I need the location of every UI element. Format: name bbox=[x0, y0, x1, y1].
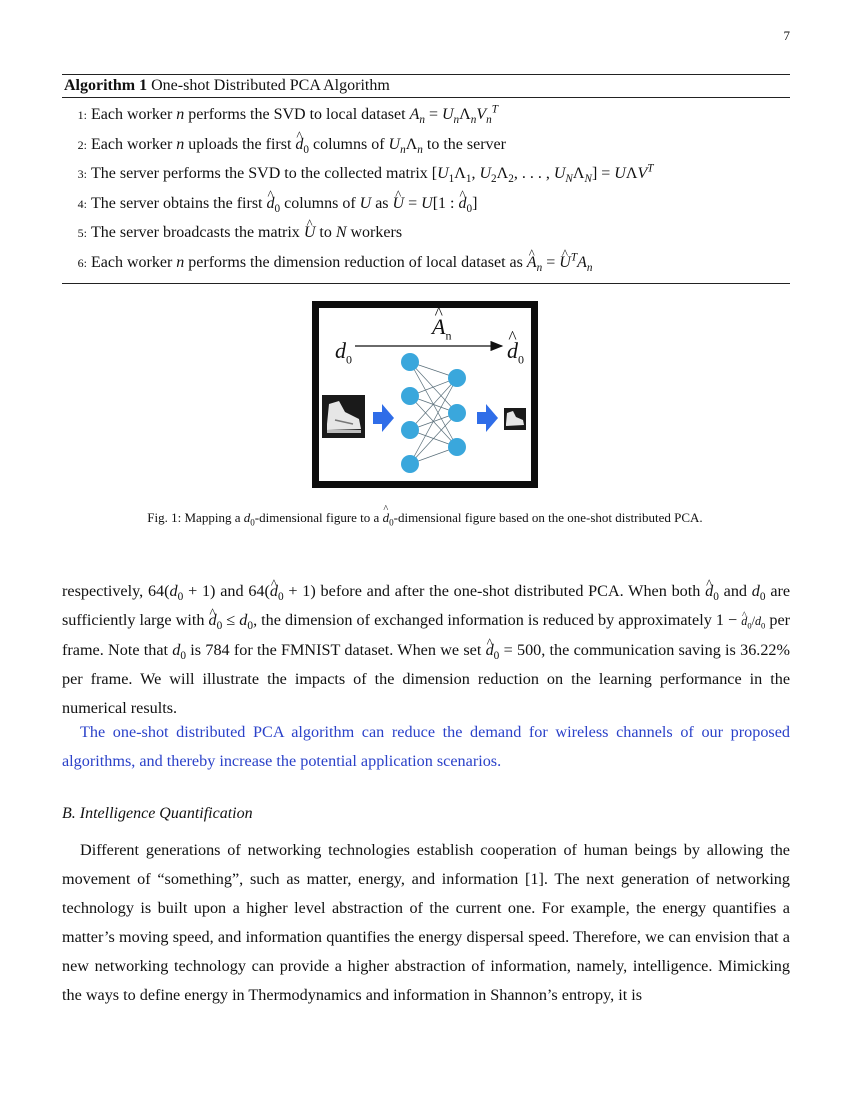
sneaker-image-small bbox=[504, 408, 526, 430]
algorithm-bottom-rule bbox=[62, 283, 790, 284]
algorithm-box bbox=[62, 74, 790, 284]
algorithm-steps bbox=[62, 98, 790, 283]
blue-arrow-right bbox=[477, 404, 498, 432]
network-nodes bbox=[401, 353, 466, 473]
page-number: 7 bbox=[783, 28, 790, 43]
section-heading: B. Intelligence Quantification bbox=[62, 805, 253, 822]
algorithm-step: 3: The server performs the SVD to the collected matrix [$U_1\Lambda_1$, $U_2\Lambda_2$, . . . , $U_N\Lambda_N] = U\Lambda V^T$ bbox=[77, 162, 654, 186]
figure-1 bbox=[312, 301, 538, 488]
algorithm-step: 6: Each worker n performs the dimension reduction of local dataset as ^ $A_n$ = ^ $U^TA_n$ bbox=[62, 248, 790, 278]
figure-label-input-dim: $d_0$ bbox=[335, 338, 352, 367]
figure-diagram bbox=[319, 308, 531, 481]
algorithm-name: One-shot Distributed PCA Algorithm bbox=[151, 77, 390, 94]
algorithm-step: 1: Each worker n performs the SVD to local dataset $A_n = U_n\Lambda_nV_n^T$ bbox=[77, 103, 498, 127]
blue-arrow-left bbox=[373, 404, 394, 432]
algorithm-step: 4: The server obtains the first ^ $d_0$ columns of U as ^ U = U[1 : ^ $d_0$] bbox=[62, 189, 790, 219]
algorithm-step: 5: The server broadcasts the matrix ^ U to N workers bbox=[62, 218, 790, 248]
paragraph-dimension-reduction: respectively, $64(d_0 + 1)$ and 64(^ $d_0 + 1$) before and after the one-shot distributed PCA. When both ^ $d_0$ and $d_0$ are sufficiently large with ^ $d_0 \le d_0$, the dimension of exchanged information is reduced by approximately 1 − ^ $d_0/d_0$ per frame. Note that $d_0$ is 784 for the FMNIST dataset. When we set ^ $d_0 = 500$, the communication saving is 36.22% per frame. We will illustrate the impacts of the dimension reduction on the learning performance in the numerical results. bbox=[62, 577, 790, 723]
paragraph-highlighted: The one-shot distributed PCA algorithm can reduce the demand for wireless channels of our proposed algorithms, and thereby increase the potential application scenarios. bbox=[62, 723, 790, 770]
figure-label-output-dim: ^ $d_0$ bbox=[507, 338, 524, 364]
figure-caption: Fig. 1: Mapping a $d_0$-dimensional figure to a ^ $d_0$-dimensional figure based on the one-shot distributed PCA. bbox=[0, 510, 850, 526]
figure-label-mapping: ^ $A_n$ bbox=[432, 314, 451, 340]
algorithm-label: Algorithm 1 bbox=[64, 77, 148, 94]
algorithm-step: 2: Each worker n uploads the first ^ $d_0$ columns of $U_n\Lambda_n$ to the server bbox=[62, 130, 790, 160]
sneaker-image-large bbox=[322, 395, 365, 438]
algorithm-title bbox=[62, 75, 790, 97]
paragraph-intelligence: Different generations of networking technologies establish cooperation of human beings by allowing the movement of “something”, such as matter, energy, and information [1]. The next generation of networking technology is built upon a higher level abstraction of the current one. For example, the energy quantifies a matter’s moving speed, and information quantifies the energy dispersal speed. Therefore, we can envision that a new networking technology can provide a higher abstraction of information, namely, intelligence. Mimicking the ways to define energy in Thermodynamics and information in Shannon’s entropy, it is bbox=[62, 841, 790, 1004]
